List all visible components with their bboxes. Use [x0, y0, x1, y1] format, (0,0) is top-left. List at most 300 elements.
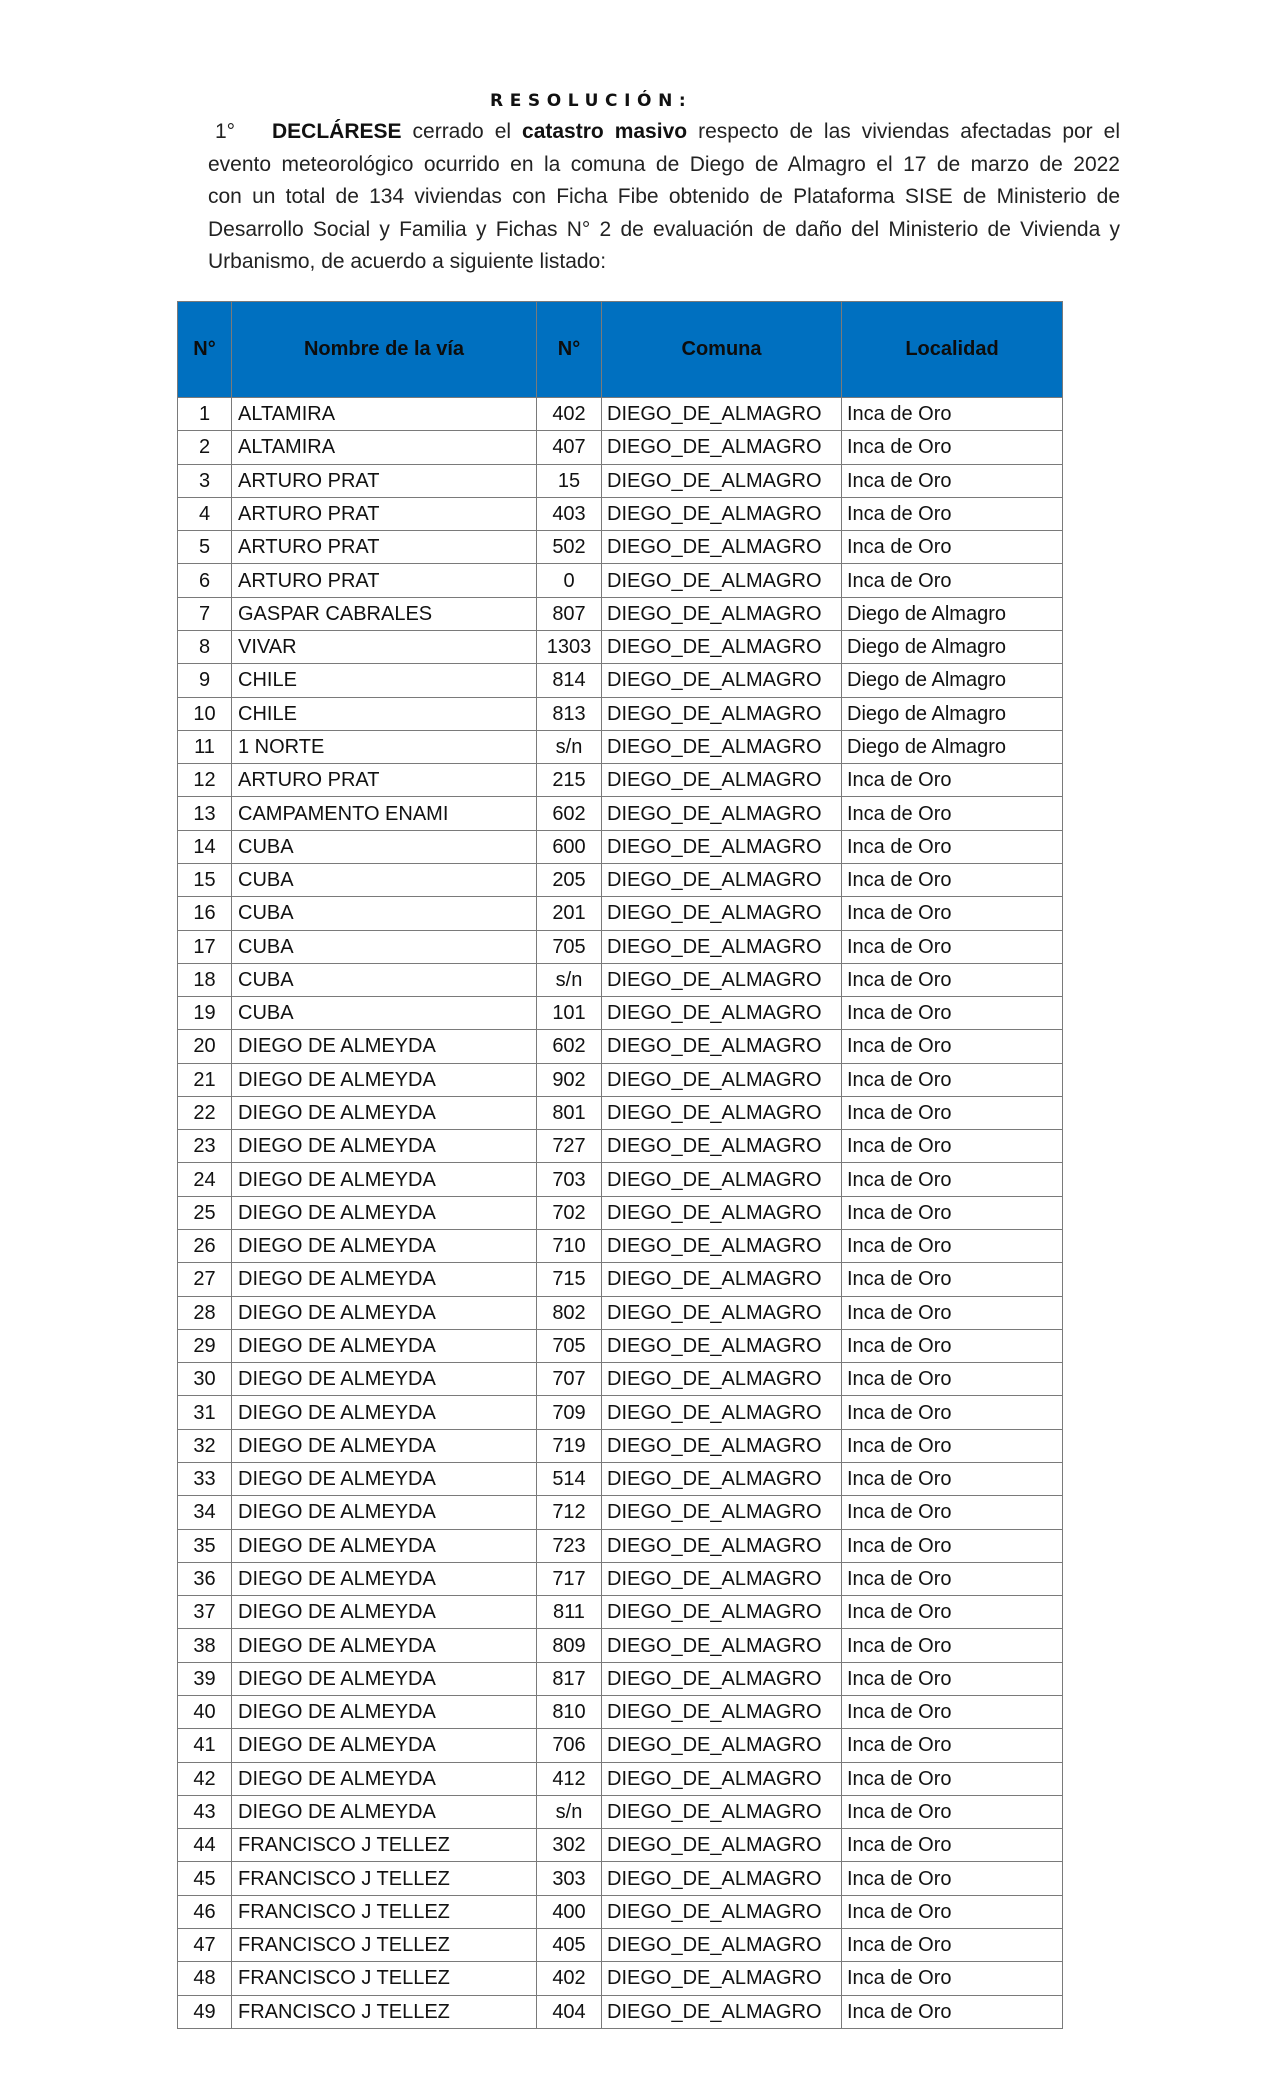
paragraph-text: cerrado el	[412, 120, 512, 143]
street-number-cell: 602	[537, 1030, 602, 1063]
commune-cell: DIEGO_DE_ALMAGRO	[602, 1695, 842, 1728]
locality-cell: Inca de Oro	[842, 897, 1063, 930]
locality-cell: Inca de Oro	[842, 1596, 1063, 1629]
row-index-cell: 38	[178, 1629, 232, 1662]
column-header-index: N°	[178, 302, 232, 398]
commune-cell: DIEGO_DE_ALMAGRO	[602, 1729, 842, 1762]
table-row	[178, 1130, 1063, 1163]
locality-cell: Inca de Oro	[842, 1695, 1063, 1728]
commune-cell: DIEGO_DE_ALMAGRO	[602, 897, 842, 930]
paragraph-first-line	[272, 116, 1120, 149]
street-number-cell: 215	[537, 764, 602, 797]
table-row	[178, 930, 1063, 963]
locality-cell: Inca de Oro	[842, 1629, 1063, 1662]
table-row	[178, 1795, 1063, 1828]
row-index-cell: 34	[178, 1496, 232, 1529]
row-index-cell: 26	[178, 1230, 232, 1263]
row-index-cell: 11	[178, 730, 232, 763]
table-row	[178, 1363, 1063, 1396]
table-row	[178, 464, 1063, 497]
table-row	[178, 1030, 1063, 1063]
street-name-cell: DIEGO DE ALMEYDA	[232, 1329, 537, 1362]
street-name-cell: DIEGO DE ALMEYDA	[232, 1662, 537, 1695]
table-row	[178, 630, 1063, 663]
street-name-cell: CUBA	[232, 930, 537, 963]
street-name-cell: DIEGO DE ALMEYDA	[232, 1596, 537, 1629]
street-number-cell: 303	[537, 1862, 602, 1895]
commune-cell: DIEGO_DE_ALMAGRO	[602, 1296, 842, 1329]
street-number-cell: s/n	[537, 963, 602, 996]
locality-cell: Inca de Oro	[842, 1329, 1063, 1362]
row-index-cell: 6	[178, 564, 232, 597]
row-index-cell: 46	[178, 1895, 232, 1928]
commune-cell: DIEGO_DE_ALMAGRO	[602, 1396, 842, 1429]
table-row	[178, 497, 1063, 530]
street-name-cell: DIEGO DE ALMEYDA	[232, 1529, 537, 1562]
street-number-cell: 15	[537, 464, 602, 497]
street-name-cell: DIEGO DE ALMEYDA	[232, 1130, 537, 1163]
commune-cell: DIEGO_DE_ALMAGRO	[602, 863, 842, 896]
commune-cell: DIEGO_DE_ALMAGRO	[602, 1829, 842, 1862]
row-index-cell: 7	[178, 597, 232, 630]
table-row	[178, 1463, 1063, 1496]
row-index-cell: 33	[178, 1463, 232, 1496]
commune-cell: DIEGO_DE_ALMAGRO	[602, 963, 842, 996]
street-number-cell: 1303	[537, 630, 602, 663]
commune-cell: DIEGO_DE_ALMAGRO	[602, 730, 842, 763]
street-number-cell: 302	[537, 1829, 602, 1862]
row-index-cell: 2	[178, 431, 232, 464]
locality-cell: Inca de Oro	[842, 1230, 1063, 1263]
row-index-cell: 28	[178, 1296, 232, 1329]
commune-cell: DIEGO_DE_ALMAGRO	[602, 1895, 842, 1928]
table-row	[178, 1762, 1063, 1795]
table-row	[178, 1729, 1063, 1762]
street-name-cell: DIEGO DE ALMEYDA	[232, 1729, 537, 1762]
paragraph-line: evento meteorológico ocurrido en la comuna de Diego de Almagro el 17 de marzo de 2022	[208, 152, 1120, 176]
table-row	[178, 1196, 1063, 1229]
commune-cell: DIEGO_DE_ALMAGRO	[602, 764, 842, 797]
table-row	[178, 1629, 1063, 1662]
street-name-cell: FRANCISCO J TELLEZ	[232, 1829, 537, 1862]
table-row	[178, 1862, 1063, 1895]
commune-cell: DIEGO_DE_ALMAGRO	[602, 431, 842, 464]
locality-cell: Inca de Oro	[842, 531, 1063, 564]
locality-cell: Inca de Oro	[842, 1662, 1063, 1695]
locality-cell: Inca de Oro	[842, 1096, 1063, 1129]
table-row	[178, 1096, 1063, 1129]
street-name-cell: CHILE	[232, 697, 537, 730]
row-index-cell: 8	[178, 630, 232, 663]
row-index-cell: 40	[178, 1695, 232, 1728]
street-name-cell: DIEGO DE ALMEYDA	[232, 1562, 537, 1595]
row-index-cell: 25	[178, 1196, 232, 1229]
paragraph-text: respecto de las viviendas afectadas por el	[698, 120, 1120, 143]
street-name-cell: GASPAR CABRALES	[232, 597, 537, 630]
commune-cell: DIEGO_DE_ALMAGRO	[602, 1463, 842, 1496]
street-number-cell: 400	[537, 1895, 602, 1928]
street-name-cell: DIEGO DE ALMEYDA	[232, 1762, 537, 1795]
locality-cell: Diego de Almagro	[842, 664, 1063, 697]
street-number-cell: 723	[537, 1529, 602, 1562]
table-row	[178, 1329, 1063, 1362]
table-row	[178, 1895, 1063, 1928]
table-row	[178, 1928, 1063, 1961]
street-name-cell: ARTURO PRAT	[232, 564, 537, 597]
commune-cell: DIEGO_DE_ALMAGRO	[602, 1130, 842, 1163]
housing-list-table	[177, 301, 1063, 2029]
commune-cell: DIEGO_DE_ALMAGRO	[602, 1063, 842, 1096]
commune-cell: DIEGO_DE_ALMAGRO	[602, 1263, 842, 1296]
street-number-cell: s/n	[537, 1795, 602, 1828]
table-row	[178, 597, 1063, 630]
table-row	[178, 531, 1063, 564]
street-number-cell: 810	[537, 1695, 602, 1728]
street-number-cell: 101	[537, 997, 602, 1030]
commune-cell: DIEGO_DE_ALMAGRO	[602, 1862, 842, 1895]
street-name-cell: DIEGO DE ALMEYDA	[232, 1496, 537, 1529]
locality-cell: Diego de Almagro	[842, 697, 1063, 730]
locality-cell: Inca de Oro	[842, 1263, 1063, 1296]
commune-cell: DIEGO_DE_ALMAGRO	[602, 1596, 842, 1629]
locality-cell: Inca de Oro	[842, 1296, 1063, 1329]
commune-cell: DIEGO_DE_ALMAGRO	[602, 1562, 842, 1595]
column-header-street-name: Nombre de la vía	[232, 302, 537, 398]
street-number-cell: 703	[537, 1163, 602, 1196]
paragraph-line: Urbanismo, de acuerdo a siguiente listado:	[208, 250, 607, 273]
commune-cell: DIEGO_DE_ALMAGRO	[602, 1096, 842, 1129]
table-row	[178, 730, 1063, 763]
catastro-keyword: catastro masivo	[522, 120, 688, 143]
table-row	[178, 564, 1063, 597]
street-number-cell: 404	[537, 1995, 602, 2028]
commune-cell: DIEGO_DE_ALMAGRO	[602, 1662, 842, 1695]
locality-cell: Inca de Oro	[842, 1829, 1063, 1862]
commune-cell: DIEGO_DE_ALMAGRO	[602, 597, 842, 630]
commune-cell: DIEGO_DE_ALMAGRO	[602, 1496, 842, 1529]
locality-cell: Inca de Oro	[842, 464, 1063, 497]
row-index-cell: 1	[178, 398, 232, 431]
locality-cell: Inca de Oro	[842, 497, 1063, 530]
street-name-cell: DIEGO DE ALMEYDA	[232, 1096, 537, 1129]
street-number-cell: 709	[537, 1396, 602, 1429]
street-name-cell: DIEGO DE ALMEYDA	[232, 1296, 537, 1329]
locality-cell: Inca de Oro	[842, 1529, 1063, 1562]
street-number-cell: 402	[537, 1962, 602, 1995]
ordinal-number: 1°	[215, 120, 236, 143]
row-index-cell: 27	[178, 1263, 232, 1296]
street-number-cell: 502	[537, 531, 602, 564]
street-number-cell: 514	[537, 1463, 602, 1496]
commune-cell: DIEGO_DE_ALMAGRO	[602, 564, 842, 597]
table-row	[178, 1063, 1063, 1096]
street-name-cell: CAMPAMENTO ENAMI	[232, 797, 537, 830]
locality-cell: Inca de Oro	[842, 863, 1063, 896]
street-name-cell: ARTURO PRAT	[232, 497, 537, 530]
commune-cell: DIEGO_DE_ALMAGRO	[602, 664, 842, 697]
row-index-cell: 29	[178, 1329, 232, 1362]
locality-cell: Inca de Oro	[842, 1962, 1063, 1995]
street-number-cell: 405	[537, 1928, 602, 1961]
column-header-street-number: N°	[537, 302, 602, 398]
commune-cell: DIEGO_DE_ALMAGRO	[602, 1928, 842, 1961]
table-row	[178, 863, 1063, 896]
table-row	[178, 897, 1063, 930]
street-number-cell: 205	[537, 863, 602, 896]
street-number-cell: 403	[537, 497, 602, 530]
commune-cell: DIEGO_DE_ALMAGRO	[602, 697, 842, 730]
locality-cell: Inca de Oro	[842, 830, 1063, 863]
row-index-cell: 20	[178, 1030, 232, 1063]
street-name-cell: DIEGO DE ALMEYDA	[232, 1163, 537, 1196]
row-index-cell: 42	[178, 1762, 232, 1795]
table-row	[178, 1962, 1063, 1995]
street-name-cell: CUBA	[232, 963, 537, 996]
paragraph-line	[208, 116, 1120, 149]
street-number-cell: 814	[537, 664, 602, 697]
street-name-cell: DIEGO DE ALMEYDA	[232, 1230, 537, 1263]
row-index-cell: 22	[178, 1096, 232, 1129]
locality-cell: Inca de Oro	[842, 1196, 1063, 1229]
locality-cell: Inca de Oro	[842, 1163, 1063, 1196]
street-name-cell: CUBA	[232, 863, 537, 896]
locality-cell: Inca de Oro	[842, 1429, 1063, 1462]
row-index-cell: 47	[178, 1928, 232, 1961]
commune-cell: DIEGO_DE_ALMAGRO	[602, 1163, 842, 1196]
locality-cell: Inca de Oro	[842, 1928, 1063, 1961]
row-index-cell: 13	[178, 797, 232, 830]
row-index-cell: 43	[178, 1795, 232, 1828]
commune-cell: DIEGO_DE_ALMAGRO	[602, 997, 842, 1030]
table-row	[178, 1562, 1063, 1595]
table-row	[178, 1695, 1063, 1728]
commune-cell: DIEGO_DE_ALMAGRO	[602, 830, 842, 863]
street-name-cell: DIEGO DE ALMEYDA	[232, 1396, 537, 1429]
commune-cell: DIEGO_DE_ALMAGRO	[602, 1429, 842, 1462]
street-name-cell: DIEGO DE ALMEYDA	[232, 1030, 537, 1063]
declare-keyword: DECLÁRESE	[272, 120, 402, 143]
paragraph-line: Desarrollo Social y Familia y Fichas N° 2 de evaluación de daño del Ministerio de Vivienda y	[208, 217, 1120, 241]
row-index-cell: 17	[178, 930, 232, 963]
table-row	[178, 697, 1063, 730]
paragraph-line: con un total de 134 viviendas con Ficha Fibe obtenido de Plataforma SISE de Ministerio de	[208, 185, 1120, 208]
column-header-locality: Localidad	[842, 302, 1063, 398]
locality-cell: Inca de Oro	[842, 1995, 1063, 2028]
locality-cell: Diego de Almagro	[842, 630, 1063, 663]
commune-cell: DIEGO_DE_ALMAGRO	[602, 1329, 842, 1362]
street-name-cell: 1 NORTE	[232, 730, 537, 763]
locality-cell: Inca de Oro	[842, 1063, 1063, 1096]
locality-cell: Inca de Oro	[842, 997, 1063, 1030]
street-number-cell: 811	[537, 1596, 602, 1629]
table-row	[178, 431, 1063, 464]
street-name-cell: DIEGO DE ALMEYDA	[232, 1795, 537, 1828]
commune-cell: DIEGO_DE_ALMAGRO	[602, 1962, 842, 1995]
row-index-cell: 19	[178, 997, 232, 1030]
locality-cell: Inca de Oro	[842, 564, 1063, 597]
street-number-cell: 706	[537, 1729, 602, 1762]
locality-cell: Inca de Oro	[842, 1363, 1063, 1396]
locality-cell: Inca de Oro	[842, 1729, 1063, 1762]
locality-cell: Inca de Oro	[842, 930, 1063, 963]
row-index-cell: 9	[178, 664, 232, 697]
commune-cell: DIEGO_DE_ALMAGRO	[602, 497, 842, 530]
locality-cell: Inca de Oro	[842, 1130, 1063, 1163]
street-number-cell: 715	[537, 1263, 602, 1296]
row-index-cell: 39	[178, 1662, 232, 1695]
commune-cell: DIEGO_DE_ALMAGRO	[602, 531, 842, 564]
row-index-cell: 16	[178, 897, 232, 930]
street-number-cell: 407	[537, 431, 602, 464]
locality-cell: Inca de Oro	[842, 398, 1063, 431]
street-name-cell: DIEGO DE ALMEYDA	[232, 1629, 537, 1662]
commune-cell: DIEGO_DE_ALMAGRO	[602, 1629, 842, 1662]
resolution-title: RESOLUCIÓN:	[490, 91, 693, 111]
locality-cell: Diego de Almagro	[842, 597, 1063, 630]
commune-cell: DIEGO_DE_ALMAGRO	[602, 630, 842, 663]
locality-cell: Inca de Oro	[842, 1496, 1063, 1529]
table-row	[178, 1995, 1063, 2028]
row-index-cell: 4	[178, 497, 232, 530]
street-name-cell: ARTURO PRAT	[232, 764, 537, 797]
street-number-cell: 727	[537, 1130, 602, 1163]
table-row	[178, 1529, 1063, 1562]
column-header-commune: Comuna	[602, 302, 842, 398]
row-index-cell: 5	[178, 531, 232, 564]
locality-cell: Diego de Almagro	[842, 730, 1063, 763]
commune-cell: DIEGO_DE_ALMAGRO	[602, 1529, 842, 1562]
street-name-cell: DIEGO DE ALMEYDA	[232, 1363, 537, 1396]
street-name-cell: CUBA	[232, 897, 537, 930]
street-name-cell: FRANCISCO J TELLEZ	[232, 1895, 537, 1928]
locality-cell: Inca de Oro	[842, 1862, 1063, 1895]
street-name-cell: ARTURO PRAT	[232, 531, 537, 564]
row-index-cell: 14	[178, 830, 232, 863]
locality-cell: Inca de Oro	[842, 764, 1063, 797]
street-name-cell: ARTURO PRAT	[232, 464, 537, 497]
row-index-cell: 31	[178, 1396, 232, 1429]
street-number-cell: 902	[537, 1063, 602, 1096]
row-index-cell: 36	[178, 1562, 232, 1595]
street-number-cell: 712	[537, 1496, 602, 1529]
table-row	[178, 1396, 1063, 1429]
street-number-cell: 817	[537, 1662, 602, 1695]
locality-cell: Inca de Oro	[842, 1795, 1063, 1828]
street-number-cell: 402	[537, 398, 602, 431]
row-index-cell: 21	[178, 1063, 232, 1096]
commune-cell: DIEGO_DE_ALMAGRO	[602, 797, 842, 830]
street-name-cell: DIEGO DE ALMEYDA	[232, 1196, 537, 1229]
street-number-cell: 807	[537, 597, 602, 630]
commune-cell: DIEGO_DE_ALMAGRO	[602, 1230, 842, 1263]
commune-cell: DIEGO_DE_ALMAGRO	[602, 464, 842, 497]
street-name-cell: DIEGO DE ALMEYDA	[232, 1463, 537, 1496]
commune-cell: DIEGO_DE_ALMAGRO	[602, 1196, 842, 1229]
commune-cell: DIEGO_DE_ALMAGRO	[602, 398, 842, 431]
street-number-cell: 719	[537, 1429, 602, 1462]
street-name-cell: FRANCISCO J TELLEZ	[232, 1862, 537, 1895]
commune-cell: DIEGO_DE_ALMAGRO	[602, 1795, 842, 1828]
table-header-row	[178, 302, 1063, 398]
street-name-cell: FRANCISCO J TELLEZ	[232, 1995, 537, 2028]
locality-cell: Inca de Oro	[842, 431, 1063, 464]
street-number-cell: 813	[537, 697, 602, 730]
row-index-cell: 45	[178, 1862, 232, 1895]
street-number-cell: 705	[537, 1329, 602, 1362]
street-name-cell: CUBA	[232, 997, 537, 1030]
street-name-cell: DIEGO DE ALMEYDA	[232, 1063, 537, 1096]
street-number-cell: 602	[537, 797, 602, 830]
locality-cell: Inca de Oro	[842, 1895, 1063, 1928]
locality-cell: Inca de Oro	[842, 1562, 1063, 1595]
row-index-cell: 37	[178, 1596, 232, 1629]
row-index-cell: 48	[178, 1962, 232, 1995]
street-name-cell: DIEGO DE ALMEYDA	[232, 1695, 537, 1728]
row-index-cell: 23	[178, 1130, 232, 1163]
table-row	[178, 997, 1063, 1030]
table-row	[178, 1829, 1063, 1862]
street-name-cell: ALTAMIRA	[232, 431, 537, 464]
table-row	[178, 1263, 1063, 1296]
street-name-cell: CUBA	[232, 830, 537, 863]
table-row	[178, 1429, 1063, 1462]
street-number-cell: 707	[537, 1363, 602, 1396]
street-number-cell: 702	[537, 1196, 602, 1229]
table-row	[178, 797, 1063, 830]
street-number-cell: 802	[537, 1296, 602, 1329]
street-name-cell: DIEGO DE ALMEYDA	[232, 1263, 537, 1296]
table-row	[178, 1596, 1063, 1629]
row-index-cell: 32	[178, 1429, 232, 1462]
row-index-cell: 30	[178, 1363, 232, 1396]
street-number-cell: 710	[537, 1230, 602, 1263]
street-number-cell: s/n	[537, 730, 602, 763]
row-index-cell: 44	[178, 1829, 232, 1862]
street-number-cell: 201	[537, 897, 602, 930]
table-row	[178, 1230, 1063, 1263]
locality-cell: Inca de Oro	[842, 1463, 1063, 1496]
table-row	[178, 664, 1063, 697]
commune-cell: DIEGO_DE_ALMAGRO	[602, 1030, 842, 1063]
table-row	[178, 1662, 1063, 1695]
street-name-cell: FRANCISCO J TELLEZ	[232, 1962, 537, 1995]
street-name-cell: ALTAMIRA	[232, 398, 537, 431]
table-row	[178, 1163, 1063, 1196]
table-row	[178, 764, 1063, 797]
locality-cell: Inca de Oro	[842, 797, 1063, 830]
resolution-paragraph	[208, 116, 1120, 279]
table-row	[178, 830, 1063, 863]
row-index-cell: 12	[178, 764, 232, 797]
street-number-cell: 412	[537, 1762, 602, 1795]
table-row	[178, 1296, 1063, 1329]
table-row	[178, 1496, 1063, 1529]
street-name-cell: CHILE	[232, 664, 537, 697]
street-number-cell: 809	[537, 1629, 602, 1662]
street-name-cell: DIEGO DE ALMEYDA	[232, 1429, 537, 1462]
row-index-cell: 18	[178, 963, 232, 996]
row-index-cell: 24	[178, 1163, 232, 1196]
table-row	[178, 398, 1063, 431]
locality-cell: Inca de Oro	[842, 1030, 1063, 1063]
street-number-cell: 705	[537, 930, 602, 963]
row-index-cell: 10	[178, 697, 232, 730]
locality-cell: Inca de Oro	[842, 963, 1063, 996]
street-number-cell: 0	[537, 564, 602, 597]
commune-cell: DIEGO_DE_ALMAGRO	[602, 930, 842, 963]
street-number-cell: 600	[537, 830, 602, 863]
row-index-cell: 49	[178, 1995, 232, 2028]
